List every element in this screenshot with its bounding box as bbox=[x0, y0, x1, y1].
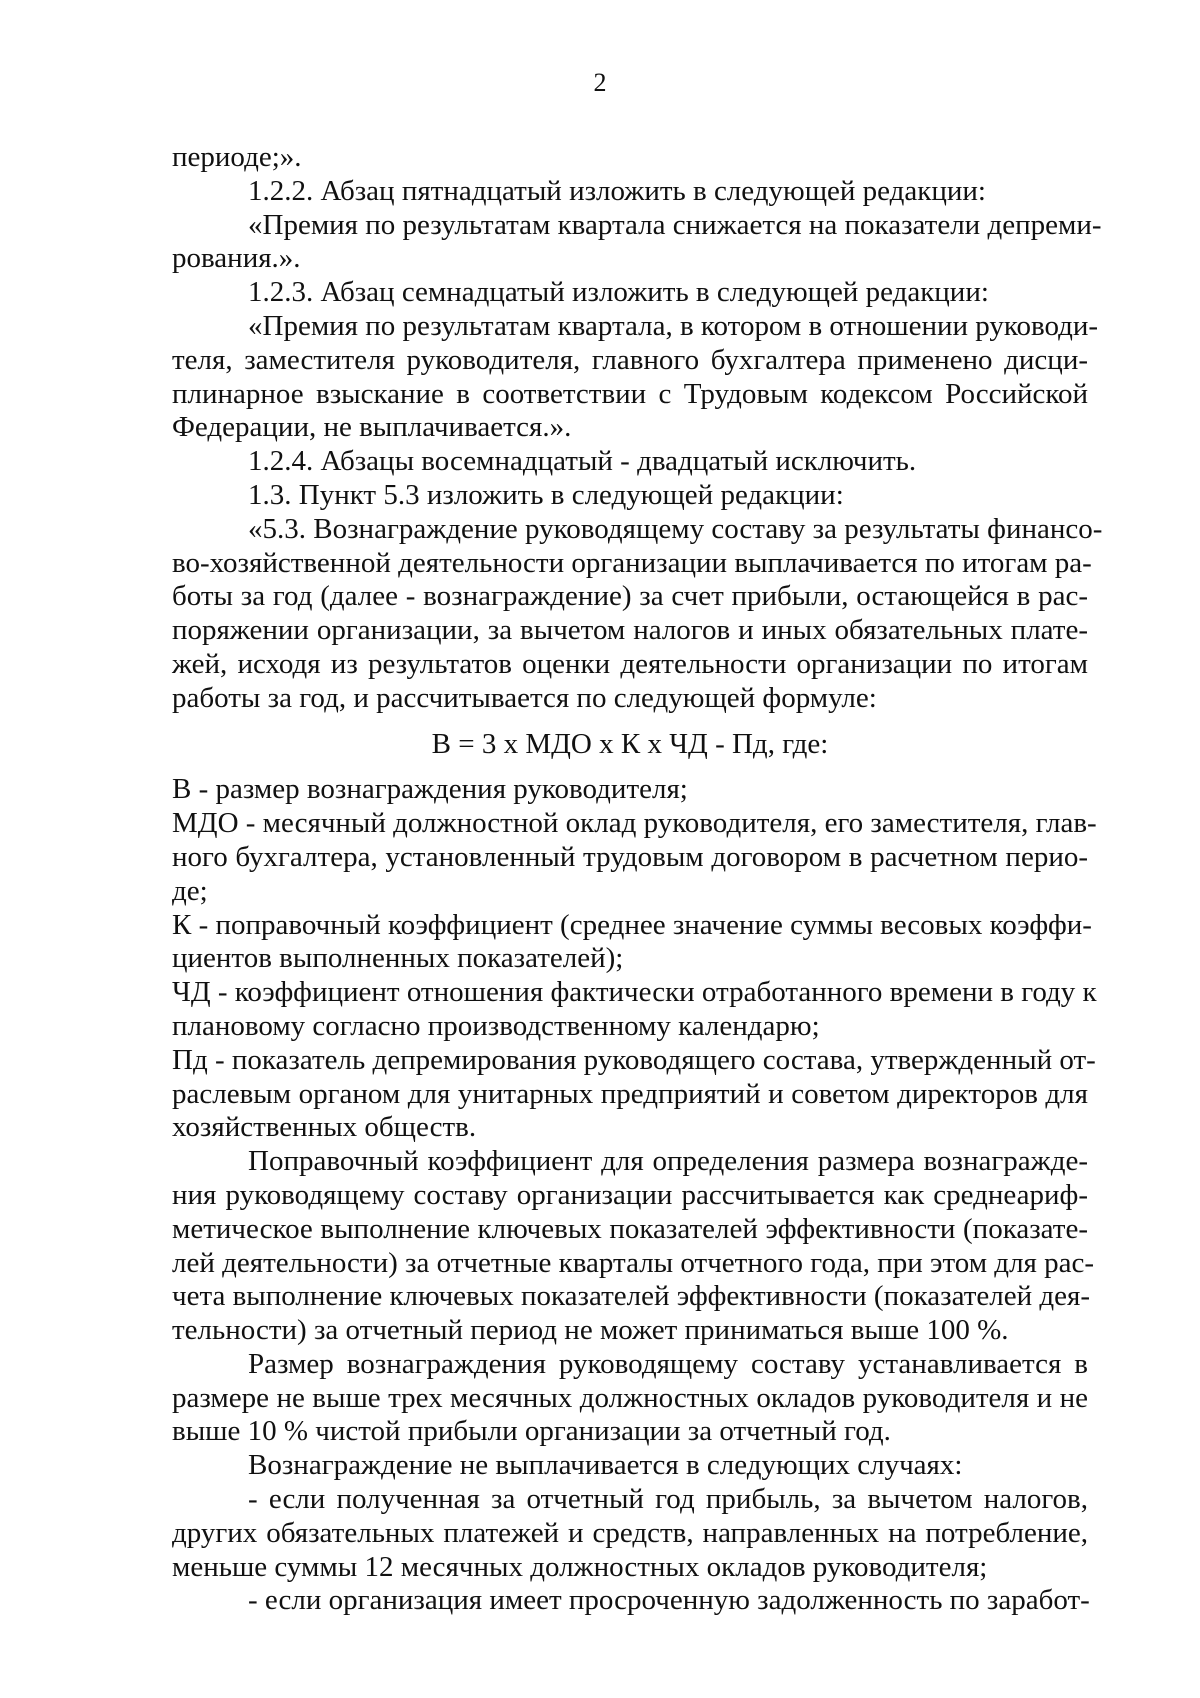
text-line: плинарное взыскание в соответствии с Трудовым кодексом Российской bbox=[172, 377, 1088, 410]
text-line: 1.2.3. Абзац семнадцатый изложить в следующей редакции: bbox=[248, 276, 989, 309]
text-line: рования.». bbox=[172, 242, 301, 275]
text-line: Поправочный коэффициент для определения размера вознагражде- bbox=[248, 1145, 1088, 1178]
text-line: ЧД - коэффициент отношения фактически отработанного времени в году к bbox=[172, 976, 1097, 1009]
formula: В = 3 х МДО х К х ЧД - Пд, где: bbox=[431, 727, 829, 760]
text-line: во-хозяйственной деятельности организации выплачивается по итогам ра- bbox=[172, 546, 1092, 579]
text-line: размере не выше трех месячных должностных окладов руководителя и не bbox=[172, 1381, 1088, 1414]
text-line: Размер вознаграждения руководящему составу устанавливается в bbox=[248, 1347, 1088, 1380]
text-line: работы за год, и рассчитывается по следующей формуле: bbox=[172, 681, 877, 714]
text-line: циентов выполненных показателей); bbox=[172, 942, 624, 975]
text-line: «Премия по результатам квартала, в котором в отношении руководи- bbox=[248, 309, 1099, 342]
text-line: 1.3. Пункт 5.3 изложить в следующей редакции: bbox=[248, 478, 844, 511]
text-line: К - поправочный коэффициент (среднее значение суммы весовых коэффи- bbox=[172, 908, 1092, 941]
text-line: теля, заместителя руководителя, главного бухгалтера применено дисци- bbox=[172, 343, 1088, 376]
text-line: тельности) за отчетный период не может приниматься выше 100 %. bbox=[172, 1314, 1009, 1347]
text-line: де; bbox=[172, 874, 208, 907]
text-line: раслевым органом для унитарных предприятий и советом директоров для bbox=[172, 1077, 1088, 1110]
text-line: поряжении организации, за вычетом налогов и иных обязательных плате- bbox=[172, 614, 1088, 647]
text-line: 1.2.4. Абзацы восемнадцатый - двадцатый исключить. bbox=[248, 445, 917, 478]
text-line: выше 10 % чистой прибыли организации за отчетный год. bbox=[172, 1415, 891, 1448]
text-line: ния руководящему составу организации рассчитывается как среднеариф- bbox=[172, 1178, 1088, 1211]
text-line: «5.3. Вознаграждение руководящему составу за результаты финансо- bbox=[248, 512, 1103, 545]
text-line: боты за год (далее - вознаграждение) за счет прибыли, остающейся в рас- bbox=[172, 580, 1088, 613]
text-line: периоде;». bbox=[172, 141, 302, 173]
text-line: жей, исходя из результатов оценки деятельности организации по итогам bbox=[172, 647, 1088, 680]
text-line: метическое выполнение ключевых показателей эффективности (показате- bbox=[172, 1212, 1088, 1245]
text-line: ного бухгалтера, установленный трудовым договором в расчетном перио- bbox=[172, 840, 1088, 873]
text-line: хозяйственных обществ. bbox=[172, 1111, 477, 1144]
text-line: «Премия по результатам квартала снижается на показатели депреми- bbox=[248, 208, 1102, 241]
text-line: чета выполнение ключевых показателей эффективности (показателей дея- bbox=[172, 1280, 1090, 1313]
text-line: МДО - месячный должностной оклад руководителя, его заместителя, глав- bbox=[172, 807, 1097, 840]
text-line: лей деятельности) за отчетные кварталы отчетного года, при этом для рас- bbox=[172, 1246, 1095, 1279]
text-line: В - размер вознаграждения руководителя; bbox=[172, 773, 688, 806]
text-line: Федерации, не выплачивается.». bbox=[172, 411, 572, 444]
text-line: других обязательных платежей и средств, направленных на потребление, bbox=[172, 1516, 1088, 1549]
text-line: 1.2.2. Абзац пятнадцатый изложить в следующей редакции: bbox=[248, 174, 986, 207]
text-line: - если полученная за отчетный год прибыль, за вычетом налогов, bbox=[248, 1483, 1088, 1516]
text-line: меньше суммы 12 месячных должностных окладов руководителя; bbox=[172, 1550, 988, 1583]
page-number: 2 bbox=[593, 68, 607, 97]
text-line: Пд - показатель депремирования руководящего состава, утвержденный от- bbox=[172, 1043, 1096, 1076]
text-line: - если организация имеет просроченную задолженность по заработ- bbox=[248, 1584, 1090, 1617]
document-body bbox=[172, 141, 1103, 1618]
text-line: плановому согласно производственному календарю; bbox=[172, 1009, 820, 1042]
text-line: Вознаграждение не выплачивается в следующих случаях: bbox=[248, 1449, 963, 1482]
